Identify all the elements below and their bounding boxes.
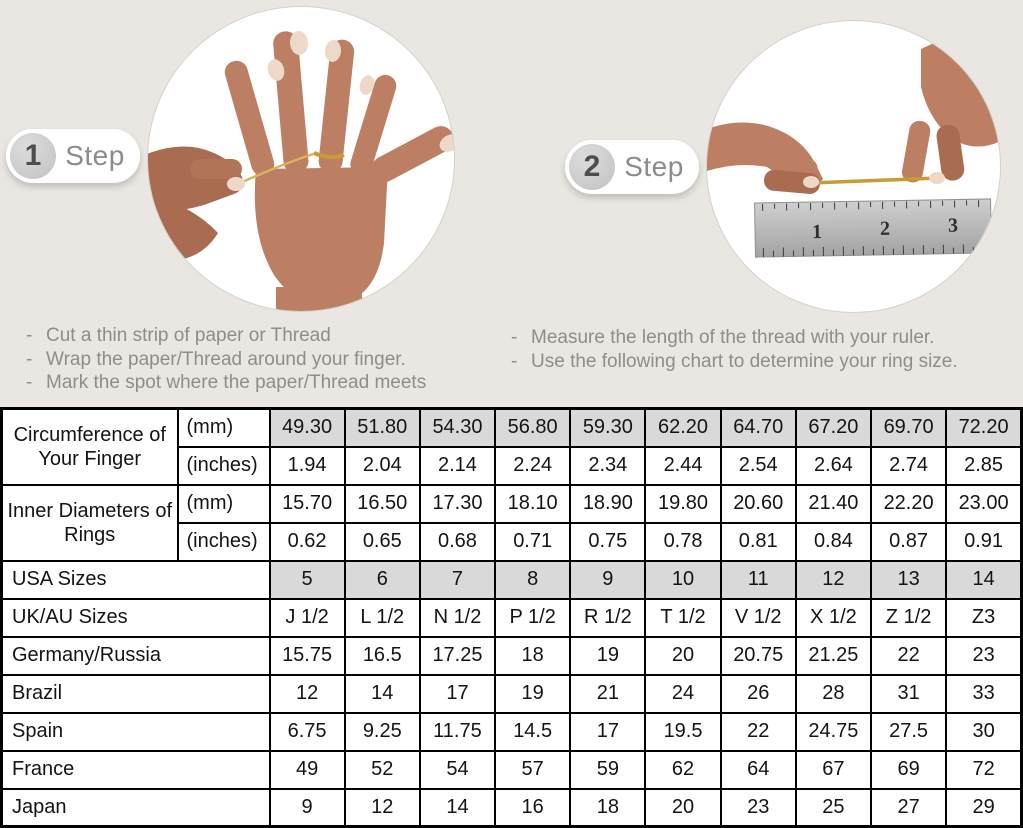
size-value-cell: 16.50	[345, 485, 420, 523]
size-value-cell: 19.5	[645, 713, 720, 751]
step2-number: 2	[569, 144, 615, 190]
size-value-cell: 2.54	[721, 447, 796, 485]
size-value-cell: 69	[871, 751, 946, 789]
step1-badge	[6, 129, 140, 183]
size-value-cell: 16.5	[345, 637, 420, 675]
size-value-cell: 2.24	[495, 447, 570, 485]
size-value-cell: 17.25	[420, 637, 495, 675]
step2-photo	[706, 20, 1001, 313]
table-row	[2, 713, 1022, 751]
size-value-cell: 64	[721, 751, 796, 789]
size-value-cell: 15.70	[270, 485, 345, 523]
size-value-cell: 67.20	[796, 409, 871, 447]
size-value-cell: 12	[270, 675, 345, 713]
size-value-cell: P 1/2	[495, 599, 570, 637]
size-value-cell: 14.5	[495, 713, 570, 751]
step1-number: 1	[10, 133, 56, 179]
size-value-cell: 13	[871, 561, 946, 599]
size-value-cell: 49.30	[270, 409, 345, 447]
size-value-cell: 16	[495, 789, 570, 827]
row-label: USA Sizes	[2, 561, 270, 599]
instruction-line: - Use the following chart to determine your ring size.	[505, 350, 1020, 374]
size-value-cell: 18.10	[495, 485, 570, 523]
size-value-cell: 7	[420, 561, 495, 599]
size-value-cell: 12	[345, 789, 420, 827]
size-value-cell: 9	[570, 561, 645, 599]
size-value-cell: 12	[796, 561, 871, 599]
size-value-cell: 26	[721, 675, 796, 713]
instruction-line: - Cut a thin strip of paper or Thread	[20, 324, 495, 348]
size-value-cell: 22	[721, 713, 796, 751]
hand-with-thread-illustration	[148, 7, 454, 311]
size-value-cell: 17	[420, 675, 495, 713]
size-value-cell: 5	[270, 561, 345, 599]
table-row	[2, 561, 1022, 599]
size-value-cell: X 1/2	[796, 599, 871, 637]
size-value-cell: 27.5	[871, 713, 946, 751]
size-value-cell: 49	[270, 751, 345, 789]
size-value-cell: 2.44	[645, 447, 720, 485]
size-value-cell: 25	[796, 789, 871, 827]
size-value-cell: 6.75	[270, 713, 345, 751]
size-value-cell: 59	[570, 751, 645, 789]
size-value-cell: 20.75	[721, 637, 796, 675]
size-value-cell: 62	[645, 751, 720, 789]
table-row	[2, 675, 1022, 713]
size-value-cell: 67	[796, 751, 871, 789]
size-value-cell: 14	[420, 789, 495, 827]
size-value-cell: T 1/2	[645, 599, 720, 637]
size-value-cell: 2.34	[570, 447, 645, 485]
step1-photo	[147, 6, 455, 312]
size-value-cell: 30	[946, 713, 1021, 751]
size-value-cell: 18.90	[570, 485, 645, 523]
size-value-cell: 62.20	[645, 409, 720, 447]
size-value-cell: 18	[495, 637, 570, 675]
size-value-cell: 56.80	[495, 409, 570, 447]
size-value-cell: 2.14	[420, 447, 495, 485]
size-value-cell: 52	[345, 751, 420, 789]
size-value-cell: 23	[946, 637, 1021, 675]
table-row	[2, 789, 1022, 827]
size-value-cell: 54	[420, 751, 495, 789]
size-value-cell: 20	[645, 789, 720, 827]
size-value-cell: 33	[946, 675, 1021, 713]
size-value-cell: 21.40	[796, 485, 871, 523]
steps-section	[0, 0, 1023, 407]
size-value-cell: 19	[495, 675, 570, 713]
size-value-cell: 8	[495, 561, 570, 599]
size-value-cell: 0.78	[645, 523, 720, 561]
row-group-label: Inner Diameters of Rings	[2, 485, 178, 561]
step2-badge	[565, 140, 699, 194]
size-value-cell: 14	[946, 561, 1021, 599]
size-value-cell: N 1/2	[420, 599, 495, 637]
step1-instructions	[20, 324, 495, 395]
size-value-cell: 0.68	[420, 523, 495, 561]
size-value-cell: L 1/2	[345, 599, 420, 637]
size-value-cell: 0.84	[796, 523, 871, 561]
size-value-cell: 9	[270, 789, 345, 827]
size-value-cell: 17.30	[420, 485, 495, 523]
ruler-number-1: 1	[811, 220, 823, 244]
row-label: Germany/Russia	[2, 637, 270, 675]
size-value-cell: 20	[645, 637, 720, 675]
table-row	[2, 599, 1022, 637]
size-value-cell: 2.04	[345, 447, 420, 485]
step2-label: Step	[624, 151, 684, 182]
unit-label: (mm)	[178, 409, 270, 447]
table-row	[2, 409, 1022, 447]
row-group-label: Circumference of Your Finger	[2, 409, 178, 485]
size-value-cell: 18	[570, 789, 645, 827]
size-value-cell: J 1/2	[270, 599, 345, 637]
size-value-cell: 20.60	[721, 485, 796, 523]
size-value-cell: 23.00	[946, 485, 1021, 523]
size-value-cell: 15.75	[270, 637, 345, 675]
size-value-cell: 28	[796, 675, 871, 713]
size-value-cell: Z 1/2	[871, 599, 946, 637]
row-label: Spain	[2, 713, 270, 751]
size-value-cell: V 1/2	[721, 599, 796, 637]
size-value-cell: 24	[645, 675, 720, 713]
size-value-cell: 57	[495, 751, 570, 789]
row-label: Japan	[2, 789, 270, 827]
row-label: UK/AU Sizes	[2, 599, 270, 637]
size-value-cell: 54.30	[420, 409, 495, 447]
size-value-cell: Z3	[946, 599, 1021, 637]
size-value-cell: 51.80	[345, 409, 420, 447]
size-value-cell: 0.75	[570, 523, 645, 561]
size-value-cell: 27	[871, 789, 946, 827]
size-value-cell: 0.91	[946, 523, 1021, 561]
size-value-cell: 19.80	[645, 485, 720, 523]
size-value-cell: 0.81	[721, 523, 796, 561]
size-value-cell: 23	[721, 789, 796, 827]
size-value-cell: 22	[871, 637, 946, 675]
size-value-cell: 72.20	[946, 409, 1021, 447]
step2-instructions	[505, 326, 1020, 373]
unit-label: (inches)	[178, 447, 270, 485]
size-value-cell: R 1/2	[570, 599, 645, 637]
size-value-cell: 22.20	[871, 485, 946, 523]
ruler-number-3: 3	[947, 214, 959, 237]
unit-label: (inches)	[178, 523, 270, 561]
instruction-line: - Mark the spot where the paper/Thread meets	[20, 371, 495, 395]
size-value-cell: 11.75	[420, 713, 495, 751]
table-row	[2, 637, 1022, 675]
size-value-cell: 17	[570, 713, 645, 751]
ruler-measuring-illustration	[707, 21, 1000, 312]
size-value-cell: 64.70	[721, 409, 796, 447]
ruler-number-2: 2	[879, 217, 891, 240]
size-value-cell: 11	[721, 561, 796, 599]
size-value-cell: 24.75	[796, 713, 871, 751]
size-value-cell: 29	[946, 789, 1021, 827]
ruler-graphic	[755, 199, 992, 257]
size-value-cell: 0.87	[871, 523, 946, 561]
size-value-cell: 59.30	[570, 409, 645, 447]
size-value-cell: 21	[570, 675, 645, 713]
size-value-cell: 31	[871, 675, 946, 713]
size-value-cell: 2.85	[946, 447, 1021, 485]
size-value-cell: 72	[946, 751, 1021, 789]
instruction-line: - Wrap the paper/Thread around your finger.	[20, 348, 495, 372]
size-value-cell: 9.25	[345, 713, 420, 751]
row-label: Brazil	[2, 675, 270, 713]
ring-size-table-body	[2, 409, 1022, 827]
step1-label: Step	[65, 140, 125, 171]
size-value-cell: 6	[345, 561, 420, 599]
size-value-cell: 14	[345, 675, 420, 713]
size-value-cell: 10	[645, 561, 720, 599]
unit-label: (mm)	[178, 485, 270, 523]
size-value-cell: 69.70	[871, 409, 946, 447]
size-value-cell: 2.74	[871, 447, 946, 485]
size-value-cell: 0.65	[345, 523, 420, 561]
size-value-cell: 19	[570, 637, 645, 675]
size-value-cell: 21.25	[796, 637, 871, 675]
size-value-cell: 1.94	[270, 447, 345, 485]
instruction-line: - Measure the length of the thread with your ruler.	[505, 326, 1020, 350]
size-value-cell: 0.62	[270, 523, 345, 561]
table-row	[2, 751, 1022, 789]
size-value-cell: 0.71	[495, 523, 570, 561]
size-value-cell: 2.64	[796, 447, 871, 485]
ring-size-table	[0, 407, 1023, 828]
table-row	[2, 485, 1022, 523]
row-label: France	[2, 751, 270, 789]
